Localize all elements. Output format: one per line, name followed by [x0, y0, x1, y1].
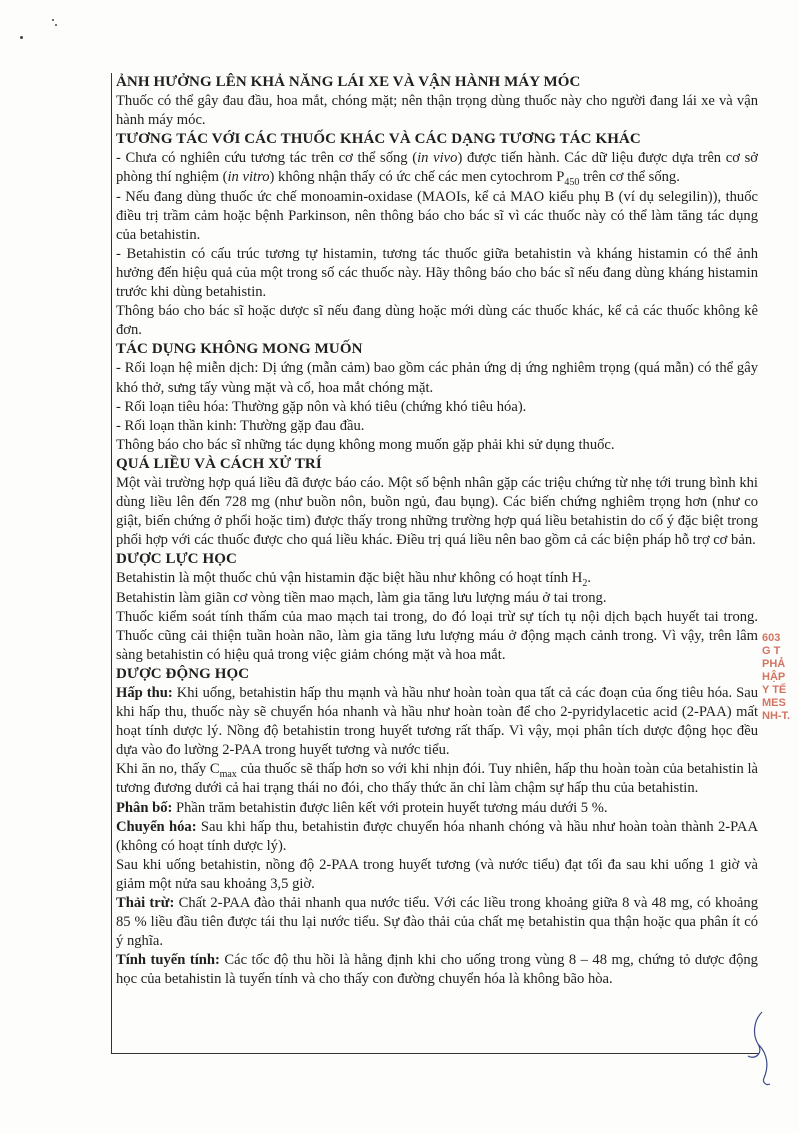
document-body [116, 73, 758, 990]
paragraph: - Chưa có nghiên cứu tương tác trên cơ thể sống (in vivo) được tiến hành. Các dữ liệu được dựa trên cơ sở phòng thí nghiệm (in vitro) không nhận thấy có ức chế các men cytochrom $P_{450}$ trên cơ thể sống. [116, 150, 758, 189]
section-title-side-effects: TÁC DỤNG KHÔNG MONG MUỐN [116, 341, 363, 358]
paragraph: - Rối loạn hệ miễn dịch: Dị ứng (mẫn cảm) bao gồm các phản ứng dị ứng nghiêm trọng (quá mẫn) có thể gây khó thở, sưng tấy vùng mặt và cổ, hoa mắt chóng mặt. [116, 360, 758, 396]
paragraph: - Betahistin có cấu trúc tương tự histamin, tương tác thuốc giữa betahistin và kháng histamin có thể ảnh hưởng đến hiệu quả của một trong số các thuốc này. Hãy thông báo cho bác sĩ nếu đang dùng kháng histamin trước khi dùng betahistin. [116, 245, 758, 301]
section-title-pharmacokinetics: DƯỢC ĐỘNG HỌC [116, 665, 250, 682]
stamp-line: Y TẾ [762, 684, 787, 696]
scan-speck [20, 36, 23, 39]
paragraph: - Rối loạn thần kinh: Thường gặp đau đầu. [116, 417, 365, 434]
paragraph: Khi ăn no, thấy $C_{max}$ của thuốc sẽ thấp hơn so với khi nhịn đói. Tuy nhiên, hấp thu hoàn toàn của betahistin là tương đương dưới cả hai trạng thái no đói, cho thấy thức ăn chỉ làm chậm sự hấp thu của betahistin. [116, 761, 758, 797]
paragraph: Thông báo cho bác sĩ những tác dụng không mong muốn gặp phải khi sử dụng thuốc. [116, 436, 615, 453]
paragraph-distribution: Phân bố: Phần trăm betahistin được liên kết với protein huyết tương máu dưới 5 %. [116, 799, 608, 816]
handwritten-mark-icon [740, 1008, 780, 1088]
stamp-line: MES [762, 697, 786, 709]
paragraph-absorption: Hấp thu: Khi uống, betahistin hấp thu mạnh và hầu như hoàn toàn qua tất cả các đoạn của ống tiêu hóa. Sau khi hấp thu, thuốc này sẽ chuyển hóa nhanh và hầu như hoàn toàn để cho 2-pyridylacetic acid (2-PAA) mất hoạt tính dược lý. Nồng độ betahistin trong huyết tương rất thấp. Vì vậy, mọi phân tích dược động học đều dựa vào đo lường 2-PAA trong huyết tương và nước tiểu. [116, 685, 758, 759]
stamp-line: 603 [762, 632, 781, 644]
section-title-overdose: QUÁ LIỀU VÀ CÁCH XỬ TRÍ [116, 455, 322, 472]
paragraph: Một vài trường hợp quá liều đã được báo cáo. Một số bệnh nhân gặp các triệu chứng từ nhẹ tới trung bình khi dùng liều lên đến 728 mg (như buồn nôn, buồn ngủ, đau bụng). Các biến chứng nghiêm trọng hơn (như co giật, biến chứng ở phổi hoặc tim) được thấy trong những trường hợp quá liều betahistin do cố ý đặc biệt trong phối hợp với các thuốc được cho quá liều khác. Điều trị quá liều nên bao gồm cả các biện pháp hỗ trợ cơ bản. [116, 474, 758, 549]
paragraph: Thuốc kiểm soát tính thấm của mao mạch tai trong, do đó loại trừ sự tích tụ nội dịch bạch huyết tai trong. Thuốc cũng cải thiện tuần hoàn não, làm gia tăng lưu lượng máu ở động mạch cảnh trong. Vì vậy, trên lâm sàng betahistin có hiệu quả trong việc giảm chóng mặt và hoa mắt. [116, 608, 758, 663]
paragraph: Betahistin là một thuốc chủ vận histamin đặc biệt hầu như không có hoạt tính $H_2$. [116, 570, 591, 590]
paragraph-linearity: Tính tuyến tính: Các tốc độ thu hồi là hằng định khi cho uống trong vùng 8 – 48 mg, chứng tỏ dược động học của betahistin là tuyến tính và cho thấy con đường chuyển hóa là không bão hòa. [116, 952, 758, 988]
paragraph: Sau khi uống betahistin, nồng độ 2-PAA trong huyết tương (và nước tiểu) đạt tối đa sau khi uống 1 giờ và giảm một nửa sau khoảng 3,5 giờ. [116, 856, 758, 892]
scan-speck [52, 19, 54, 21]
section-title-pharmacodynamics: DƯỢC LỰC HỌC [116, 551, 237, 568]
paragraph: Betahistin làm giãn cơ vòng tiền mao mạch, làm gia tăng lưu lượng máu ở tai trong. [116, 589, 607, 606]
paragraph: Thông báo cho bác sĩ hoặc dược sĩ nếu đang dùng hoặc mới dùng các thuốc khác, kể cả các thuốc không kê đơn. [116, 303, 758, 339]
paragraph-metabolism: Chuyển hóa: Sau khi hấp thu, betahistin được chuyển hóa nhanh chóng và hầu như hoàn toàn thành 2-PAA (không có hoạt tính dược lý). [116, 818, 758, 854]
stamp-line: PHẢ [762, 658, 786, 670]
stamp-line: HẬP [762, 671, 786, 683]
stamp-line: NH-T. [762, 710, 791, 722]
section-title-interactions: TƯƠNG TÁC VỚI CÁC THUỐC KHÁC VÀ CÁC DẠNG TƯƠNG TÁC KHÁC [116, 131, 641, 148]
approval-stamp [762, 632, 799, 723]
stamp-line: G T [762, 645, 781, 657]
paragraph: - Rối loạn tiêu hóa: Thường gặp nôn và khó tiêu (chứng khó tiêu hóa). [116, 398, 527, 415]
paragraph: - Nếu đang dùng thuốc ức chế monoamin-oxidase (MAOIs, kể cả MAO kiểu phụ B (ví dụ selegilin)), thuốc điều trị trầm cảm hoặc bệnh Parkinson, nên thông báo cho bác sĩ vì các thuốc này có thể làm tăng tác dụng của betahistin. [116, 188, 758, 243]
scan-speck [55, 24, 57, 26]
section-title-driving: ẢNH HƯỞNG LÊN KHẢ NĂNG LÁI XE VÀ VẬN HÀNH MÁY MÓC [116, 74, 581, 90]
paragraph-elimination: Thải trừ: Chất 2-PAA đào thải nhanh qua nước tiểu. Với các liều trong khoảng giữa 8 và 48 mg, có khoảng 85 % liều đầu tiên được tái thu lại nước tiểu. Sự đào thải của chất mẹ betahistin qua thận hoặc qua phân ít có ý nghĩa. [116, 895, 758, 950]
paragraph: Thuốc có thể gây đau đầu, hoa mắt, chóng mặt; nên thận trọng dùng thuốc này cho người đang lái xe và vận hành máy móc. [116, 93, 758, 129]
